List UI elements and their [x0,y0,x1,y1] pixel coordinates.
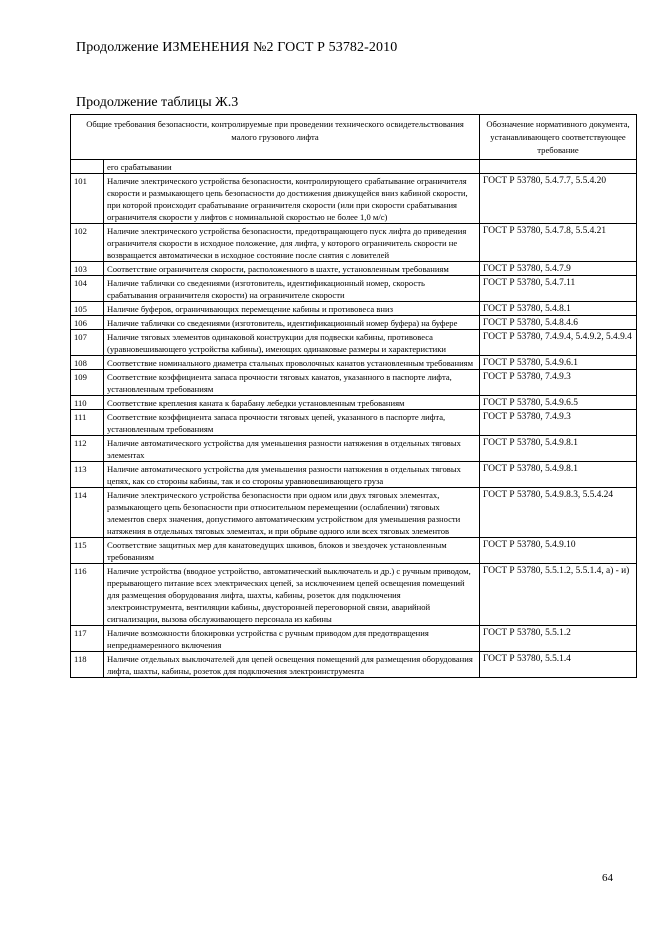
row-document: ГОСТ Р 53780, 5.4.9.8.3, 5.5.4.24 [480,488,637,538]
row-requirement: Наличие автоматического устройства для уменьшения разности натяжения в отдельных тяговых элементах [104,436,480,462]
continuation-text: его срабатывании [104,160,480,174]
row-requirement: Соответствие ограничителя скорости, расположенного в шахте, установленным требованиям [104,262,480,276]
row-requirement: Наличие электрического устройства безопасности, предотвращающего пуск лифта до приведения ограничителя скорости в исходное положение, для лифта, у которого ограничитель скорости не возвращается автоматически в исходное состояние после снятия с ловителей [104,224,480,262]
row-number: 101 [71,174,104,224]
row-number: 108 [71,356,104,370]
table-row [71,302,637,316]
row-document: ГОСТ Р 53780, 7.4.9.3 [480,370,637,396]
row-number: 113 [71,462,104,488]
table-row [71,538,637,564]
row-document: ГОСТ Р 53780, 5.4.8.4.6 [480,316,637,330]
row-number [71,160,104,174]
table-row [71,626,637,652]
row-document: ГОСТ Р 53780, 5.4.9.8.1 [480,462,637,488]
row-number: 115 [71,538,104,564]
requirements-column-header: Общие требования безопасности, контролируемые при проведении технического освидетельствования малого грузового лифта [71,115,480,160]
row-requirement: Наличие таблички со сведениями (изготовитель, идентификационный номер, скорость срабатывания ограничителя скорости) на ограничителе скорости [104,276,480,302]
table-row [71,330,637,356]
table-row [71,488,637,538]
row-document: ГОСТ Р 53780, 5.4.7.9 [480,262,637,276]
table-caption: Продолжение таблицы Ж.3 [76,95,239,110]
row-requirement: Наличие отдельных выключателей для цепей освещения помещений для размещения оборудования лифта, шахты, кабины, розеток для подключения электроинструмента [104,652,480,678]
row-number: 105 [71,302,104,316]
row-requirement: Соответствие защитных мер для канатоведущих шкивов, блоков и звездочек установленным требованиям [104,538,480,564]
row-document: ГОСТ Р 53780, 7.4.9.4, 5.4.9.2, 5.4.9.4 [480,330,637,356]
row-number: 114 [71,488,104,538]
row-document: ГОСТ Р 53780, 5.4.8.1 [480,302,637,316]
row-document: ГОСТ Р 53780, 7.4.9.3 [480,410,637,436]
row-number: 102 [71,224,104,262]
row-number: 106 [71,316,104,330]
row-requirement: Соответствие коэффициента запаса прочности тяговых цепей, указанного в паспорте лифта, установленным требованиям [104,410,480,436]
row-requirement: Наличие электрического устройства безопасности при одном или двух тяговых элементах, размыкающего цепь безопасности при относительном перемещении (ослаблении) тяговых элементов сверх значения, допустимого автоматическим устройством для уменьшения разности натяжения в отдельных тяговых элементах, и при обрыве одного или всех тяговых элементов [104,488,480,538]
row-document: ГОСТ Р 53780, 5.4.7.11 [480,276,637,302]
page-number: 64 [602,872,613,884]
table-row [71,410,637,436]
row-number: 116 [71,564,104,626]
row-document: ГОСТ Р 53780, 5.5.1.2, 5.5.1.4, а) - и) [480,564,637,626]
row-number: 107 [71,330,104,356]
row-document: ГОСТ Р 53780, 5.4.9.8.1 [480,436,637,462]
row-requirement: Наличие электрического устройства безопасности, контролирующего срабатывание ограничителя скорости и размыкающего цепь безопасности до достижения движущейся вниз кабиной скорости, при которой происходит срабатывание ограничителя скорости (или при скорости срабатывания ограничителя скорости у лифтов с номинальной скоростью не более 1,0 м/с) [104,174,480,224]
row-document: ГОСТ Р 53780, 5.4.7.8, 5.5.4.21 [480,224,637,262]
row-document: ГОСТ Р 53780, 5.4.9.6.1 [480,356,637,370]
row-document: ГОСТ Р 53780, 5.5.1.2 [480,626,637,652]
row-number: 118 [71,652,104,678]
row-number: 104 [71,276,104,302]
row-number: 117 [71,626,104,652]
row-requirement: Наличие устройства (вводное устройство, автоматический выключатель и др.) с ручным приводом, прерывающего питание всех электрических цепей, за исключением цепей освещения помещений для размещения оборудования лифта, шахты, кабины, розеток для подключения электроинструмента, вентиляции кабины, двусторонней переговорной связи, аварийной сигнализации, вызова обслуживающего персонала из кабины [104,564,480,626]
table-row [71,224,637,262]
table-row [71,370,637,396]
row-requirement: Наличие буферов, ограничивающих перемещение кабины и противовеса вниз [104,302,480,316]
table-row [71,316,637,330]
table-row [71,356,637,370]
table-row [71,564,637,626]
row-document: ГОСТ Р 53780, 5.4.9.6.5 [480,396,637,410]
row-requirement: Наличие автоматического устройства для уменьшения разности натяжения в отдельных тяговых цепях, как со стороны кабины, так и со стороны уравновешивающего груза [104,462,480,488]
row-requirement: Соответствие номинального диаметра стальных проволочных канатов установленным требованиям [104,356,480,370]
table-row [71,396,637,410]
table-row [71,436,637,462]
row-requirement: Соответствие коэффициента запаса прочности тяговых канатов, указанного в паспорте лифта, установленным требованиям [104,370,480,396]
row-number: 109 [71,370,104,396]
table-header-row [71,115,637,160]
table-row [71,262,637,276]
table-row [71,462,637,488]
row-number: 103 [71,262,104,276]
row-document [480,160,637,174]
row-requirement: Наличие тяговых элементов одинаковой конструкции для подвески кабины, противовеса (уравновешивающего устройства кабины), имеющих одинаковые размеры и характеристики [104,330,480,356]
continuation-row [71,160,637,174]
row-number: 112 [71,436,104,462]
row-document: ГОСТ Р 53780, 5.5.1.4 [480,652,637,678]
table-row [71,276,637,302]
row-requirement: Соответствие крепления каната к барабану лебедки установленным требованиям [104,396,480,410]
table-row [71,174,637,224]
requirements-table [70,114,637,678]
document-header: Продолжение ИЗМЕНЕНИЯ №2 ГОСТ Р 53782-2010 [76,40,398,55]
row-number: 110 [71,396,104,410]
row-number: 111 [71,410,104,436]
row-requirement: Наличие таблички со сведениями (изготовитель, идентификационный номер буфера) на буфере [104,316,480,330]
row-document: ГОСТ Р 53780, 5.4.9.10 [480,538,637,564]
document-column-header: Обозначение нормативного документа, устанавливающего соответствующее требование [480,115,637,160]
table-row [71,652,637,678]
row-requirement: Наличие возможности блокировки устройства с ручным приводом для предотвращения непреднамеренного включения [104,626,480,652]
row-document: ГОСТ Р 53780, 5.4.7.7, 5.5.4.20 [480,174,637,224]
